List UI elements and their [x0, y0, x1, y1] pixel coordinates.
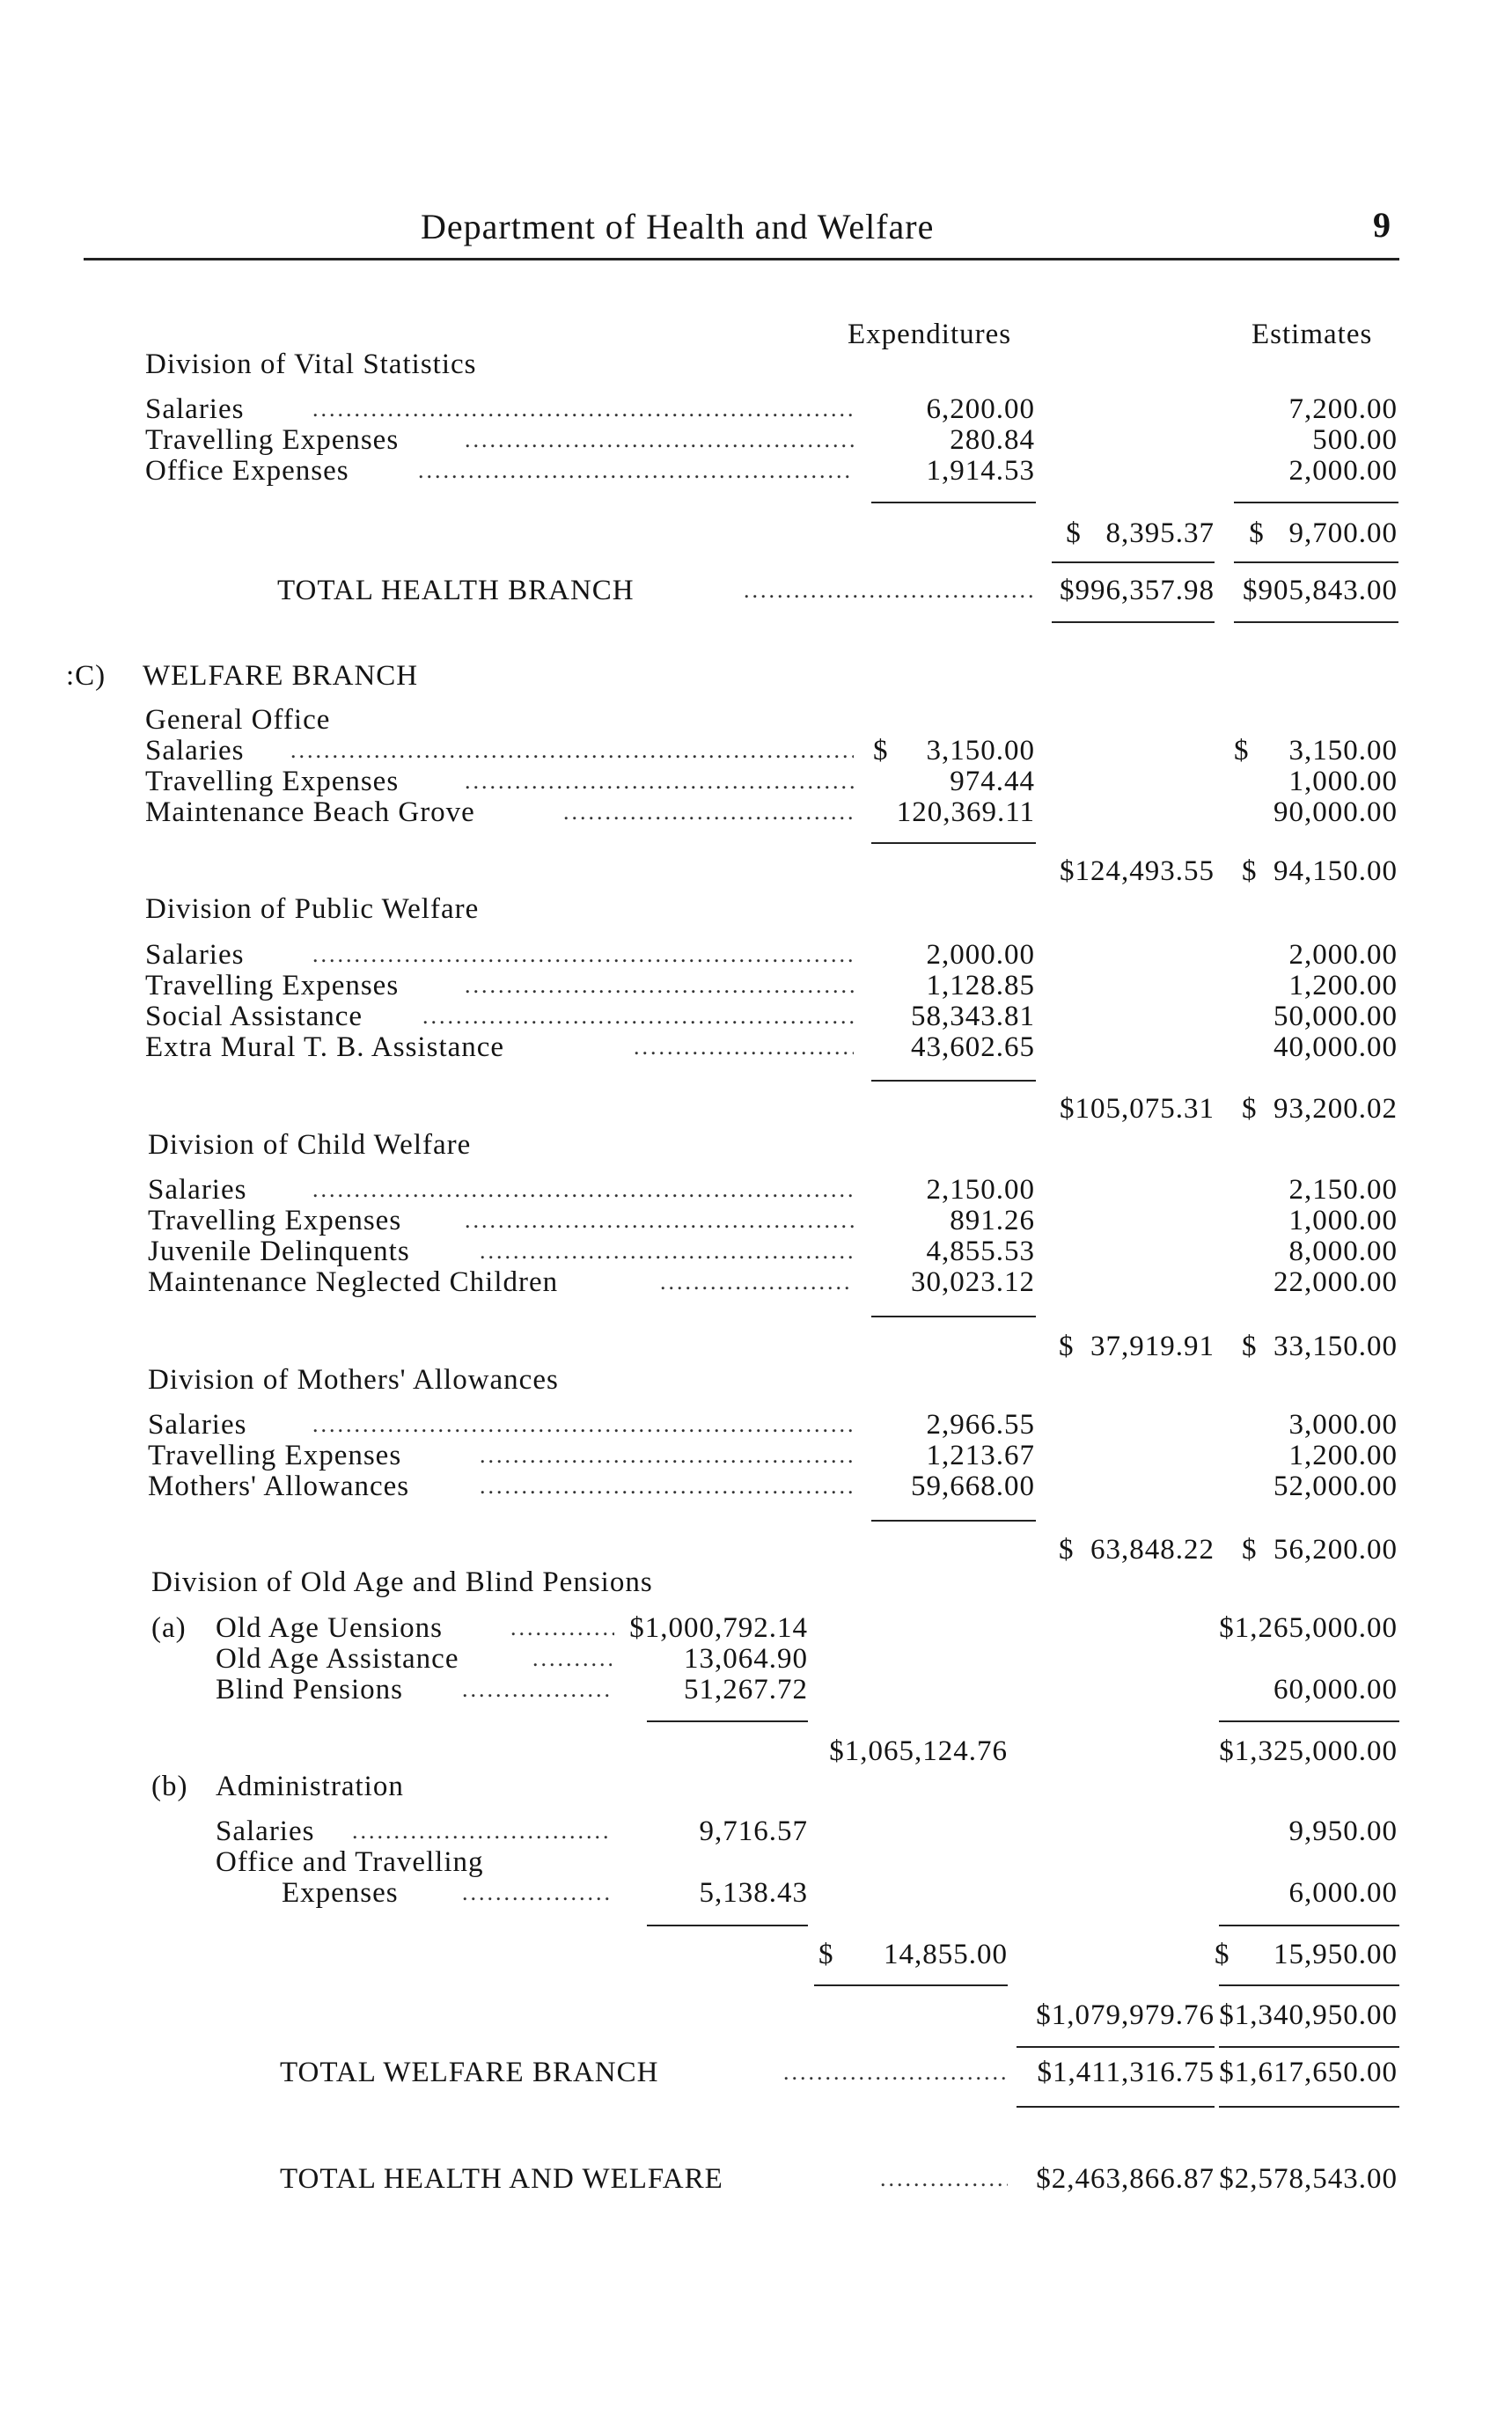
expenditure-value: 3,150.00	[926, 735, 1035, 767]
dollar-sign: $	[873, 735, 889, 767]
row-label: Old Age Assistance	[216, 1643, 459, 1675]
dot-leader	[660, 1266, 854, 1298]
pension-amount: 5,138.43	[699, 1877, 808, 1909]
pension-amount: 13,064.90	[684, 1643, 808, 1675]
grand-total-expenditures: $2,463,866.87	[1036, 2163, 1215, 2195]
dot-leader	[462, 1674, 612, 1705]
estimate-value: 52,000.00	[1273, 1471, 1398, 1502]
grand-total-label: TOTAL HEALTH AND WELFARE	[280, 2163, 723, 2195]
total-rule	[1052, 621, 1215, 623]
dot-leader	[744, 575, 1034, 606]
expenditure-value: 2,000.00	[926, 939, 1035, 971]
child-welfare-title: Division of Child Welfare	[148, 1129, 472, 1161]
row-label: Juvenile Delinquents	[148, 1236, 410, 1267]
estimate-value: $1,265,000.00	[1219, 1612, 1398, 1644]
row-label: Travelling Expenses	[148, 1205, 402, 1236]
total-rule	[1017, 2106, 1215, 2108]
subtotal-rule	[647, 1925, 808, 1926]
expenditure-value: 1,213.67	[926, 1440, 1035, 1471]
expenditure-value: 30,023.12	[911, 1266, 1035, 1298]
row-label: Expenses	[282, 1877, 399, 1909]
estimate-value: 40,000.00	[1273, 1031, 1398, 1063]
expenditure-value: 974.44	[950, 766, 1035, 797]
subtotal-rule	[871, 1520, 1036, 1522]
row-label: Maintenance Neglected Children	[148, 1266, 559, 1298]
dot-leader	[480, 1440, 854, 1471]
dot-leader	[422, 1001, 854, 1032]
pension-amount: 9,716.57	[699, 1815, 808, 1847]
estimate-value: 3,150.00	[1288, 735, 1398, 767]
row-label: Travelling Expenses	[145, 424, 400, 456]
subtotal-expenditures: $124,493.55	[1060, 855, 1215, 887]
row-label: Maintenance Beach Grove	[145, 796, 475, 828]
expenditure-value: 2,966.55	[926, 1409, 1035, 1441]
row-label: Travelling Expenses	[145, 970, 400, 1001]
dot-leader	[563, 796, 854, 828]
dot-leader	[312, 393, 854, 425]
dot-leader	[290, 735, 854, 767]
subtotal-rule	[1219, 1720, 1399, 1722]
row-label: Social Assistance	[145, 1001, 363, 1032]
subsection-marker: (b)	[151, 1771, 188, 1802]
subtotal-expenditures: $ 8,395.37	[1066, 517, 1215, 549]
subtotal-estimates: $ 9,700.00	[1249, 517, 1398, 549]
estimate-value: 500.00	[1312, 424, 1398, 456]
estimate-value: 2,000.00	[1288, 455, 1398, 487]
expenditure-value: 1,128.85	[926, 970, 1035, 1001]
estimate-value: 6,000.00	[1288, 1877, 1398, 1909]
mothers-allowances-title: Division of Mothers' Allowances	[148, 1364, 559, 1396]
row-label: Mothers' Allowances	[148, 1471, 410, 1502]
expenditure-value: 58,343.81	[911, 1001, 1035, 1032]
subtotal-expenditures: $ 37,919.91	[1059, 1331, 1215, 1362]
estimate-value: 3,000.00	[1288, 1409, 1398, 1441]
header-rule	[84, 258, 1399, 260]
subtotal-estimates: $ 94,150.00	[1242, 855, 1398, 887]
estimate-value: 8,000.00	[1288, 1236, 1398, 1267]
row-label: Salaries	[145, 393, 245, 425]
subtotal-rule	[647, 1720, 808, 1722]
row-label: Office and Travelling	[216, 1846, 484, 1878]
pensions-subtotal-estimates: $1,340,950.00	[1219, 1999, 1398, 2031]
subtotal-rule	[871, 1080, 1036, 1082]
pensions-title: Division of Old Age and Blind Pensions	[151, 1566, 653, 1598]
row-label: Blind Pensions	[216, 1674, 403, 1705]
estimate-value: 1,200.00	[1288, 970, 1398, 1001]
row-label: Salaries	[148, 1174, 247, 1206]
total-welfare-expenditures: $1,411,316.75	[1037, 2057, 1215, 2088]
row-label: Travelling Expenses	[148, 1440, 402, 1471]
vital-statistics-title: Division of Vital Statistics	[145, 348, 477, 380]
subtotal-rule	[1234, 502, 1398, 503]
row-label: Salaries	[145, 939, 245, 971]
total-health-label: TOTAL HEALTH BRANCH	[277, 575, 635, 606]
estimate-value: 2,150.00	[1288, 1174, 1398, 1206]
subtotal-rule	[871, 1316, 1036, 1317]
expenditure-value: 2,150.00	[926, 1174, 1035, 1206]
pension-amount: 51,267.72	[684, 1674, 808, 1705]
estimate-value: 1,000.00	[1288, 766, 1398, 797]
estimate-value: 90,000.00	[1273, 796, 1398, 828]
pensions-b-subtotal-expenditures: 14,855.00	[884, 1939, 1008, 1970]
pensions-b-subtotal-estimates: 15,950.00	[1273, 1939, 1398, 1970]
dot-leader	[634, 1031, 854, 1063]
general-office-title: General Office	[145, 704, 331, 736]
estimate-value: 7,200.00	[1288, 393, 1398, 425]
page-number: 9	[1373, 205, 1391, 245]
subtotal-rule	[1219, 1984, 1399, 1986]
administration-title: Administration	[216, 1771, 404, 1802]
row-label: Salaries	[216, 1815, 315, 1847]
expenditure-value: 43,602.65	[911, 1031, 1035, 1063]
row-label: Salaries	[145, 735, 245, 767]
subtotal-rule	[1234, 561, 1398, 563]
dot-leader	[312, 1409, 854, 1441]
expenditure-value: 59,668.00	[911, 1471, 1035, 1502]
row-label: Office Expenses	[145, 455, 349, 487]
dot-leader	[352, 1815, 612, 1847]
subtotal-estimates: $ 33,150.00	[1242, 1331, 1398, 1362]
subtotal-rule	[871, 502, 1036, 503]
total-health-expenditures: $996,357.98	[1060, 575, 1215, 606]
dot-leader	[312, 939, 854, 971]
dot-leader	[418, 455, 854, 487]
subtotal-estimates: $ 93,200.02	[1242, 1093, 1398, 1125]
row-label: Extra Mural T. B. Assistance	[145, 1031, 505, 1063]
expenditure-value: 4,855.53	[926, 1236, 1035, 1267]
expenditure-value: 891.26	[950, 1205, 1035, 1236]
dot-leader	[312, 1174, 854, 1206]
dot-leader	[465, 970, 854, 1001]
expenditure-value: 6,200.00	[926, 393, 1035, 425]
column-heading-expenditures: Expenditures	[848, 319, 1012, 350]
expenditure-value: 120,369.11	[896, 796, 1035, 828]
pensions-a-subtotal-estimates: $1,325,000.00	[1219, 1735, 1398, 1767]
estimate-value: 2,000.00	[1288, 939, 1398, 971]
estimate-value: 1,000.00	[1288, 1205, 1398, 1236]
estimate-value: 22,000.00	[1273, 1266, 1398, 1298]
welfare-branch-title: WELFARE BRANCH	[143, 660, 419, 692]
dot-leader	[783, 2057, 1008, 2088]
subtotal-rule	[1017, 2046, 1215, 2048]
pension-amount: $1,000,792.14	[629, 1612, 808, 1644]
dot-leader	[480, 1471, 854, 1502]
subtotal-rule	[871, 842, 1036, 844]
subsection-marker: (a)	[151, 1612, 187, 1644]
dot-leader	[465, 424, 854, 456]
dot-leader	[462, 1877, 612, 1909]
row-label: Travelling Expenses	[145, 766, 400, 797]
page-header-title: Department of Health and Welfare	[421, 207, 935, 246]
dot-leader	[465, 1205, 854, 1236]
grand-total-estimates: $2,578,543.00	[1219, 2163, 1398, 2195]
dollar-sign: $	[1215, 1939, 1230, 1970]
estimate-value: 9,950.00	[1288, 1815, 1398, 1847]
estimate-value: 1,200.00	[1288, 1440, 1398, 1471]
total-health-estimates: $905,843.00	[1243, 575, 1398, 606]
section-marker: :C)	[66, 660, 106, 692]
total-rule	[1234, 621, 1398, 623]
row-label: Old Age Uensions	[216, 1612, 443, 1644]
dollar-sign: $	[1234, 735, 1250, 767]
total-welfare-label: TOTAL WELFARE BRANCH	[280, 2057, 659, 2088]
subtotal-rule	[1219, 1925, 1399, 1926]
total-rule	[1219, 2106, 1399, 2108]
estimate-value: 60,000.00	[1273, 1674, 1398, 1705]
expenditure-value: 1,914.53	[926, 455, 1035, 487]
dot-leader	[480, 1236, 854, 1267]
dot-leader	[532, 1643, 612, 1675]
column-heading-estimates: Estimates	[1251, 319, 1373, 350]
dollar-sign: $	[818, 1939, 834, 1970]
pensions-a-subtotal-expenditures: $1,065,124.76	[829, 1735, 1008, 1767]
dot-leader	[465, 766, 854, 797]
subtotal-rule	[1052, 561, 1215, 563]
subtotal-estimates: $ 56,200.00	[1242, 1534, 1398, 1566]
public-welfare-title: Division of Public Welfare	[145, 893, 480, 925]
subtotal-rule	[1219, 2046, 1399, 2048]
pensions-subtotal-expenditures: $1,079,979.76	[1036, 1999, 1215, 2031]
row-label: Salaries	[148, 1409, 247, 1441]
estimate-value: 50,000.00	[1273, 1001, 1398, 1032]
dot-leader	[510, 1612, 614, 1644]
total-welfare-estimates: $1,617,650.00	[1219, 2057, 1398, 2088]
expenditure-value: 280.84	[950, 424, 1035, 456]
subtotal-expenditures: $105,075.31	[1060, 1093, 1215, 1125]
dot-leader	[880, 2163, 1008, 2195]
subtotal-expenditures: $ 63,848.22	[1059, 1534, 1215, 1566]
subtotal-rule	[814, 1984, 1008, 1986]
